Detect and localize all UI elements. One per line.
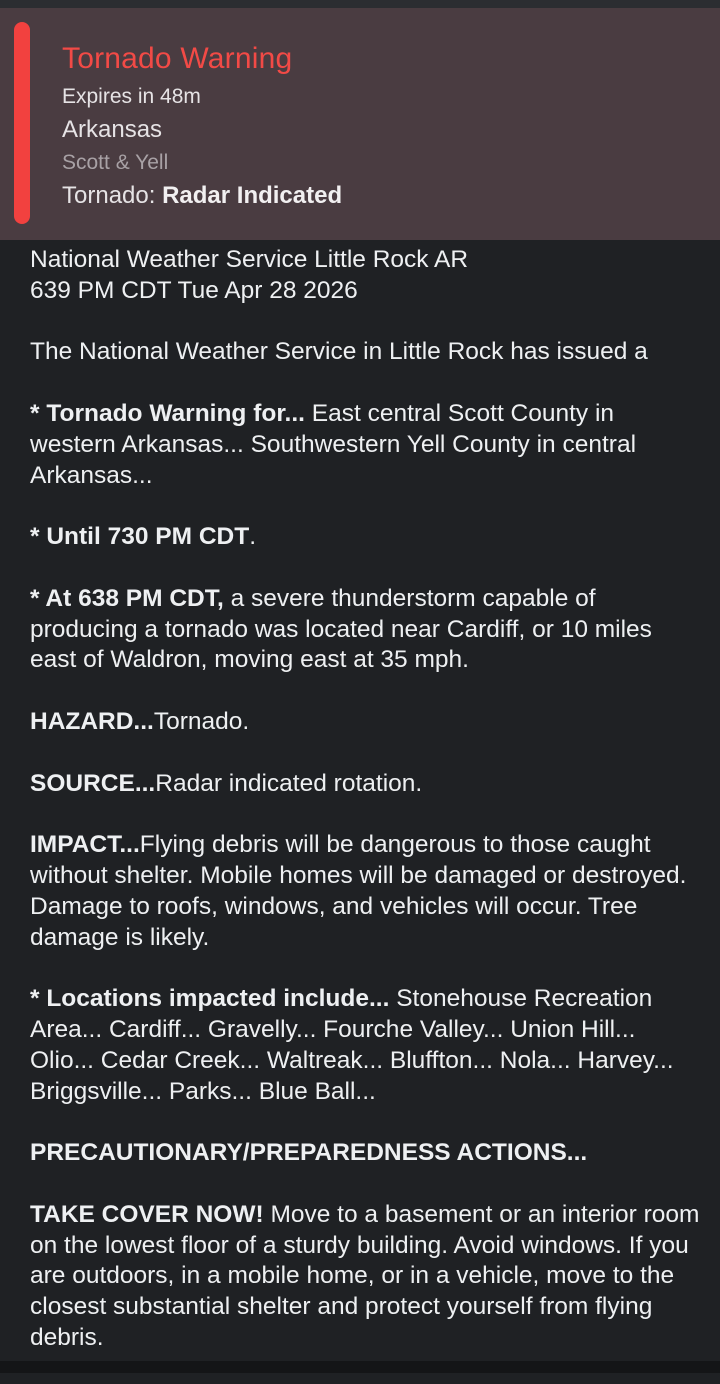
message-until [30,522,700,553]
message-actions-heading [30,1138,700,1169]
alert-state: Arkansas [62,116,163,143]
message-impact [30,830,700,953]
message-issued: 639 PM CDT Tue Apr 28 2026 [30,276,358,304]
alert-title: Tornado Warning [62,42,293,75]
actions-label: PRECAUTIONARY/PREPAREDNESS ACTIONS... [30,1139,588,1167]
until-label: * Until 730 PM CDT [30,523,250,551]
message-header [30,245,700,307]
impact-label: IMPACT... [30,831,140,859]
hazard-label: HAZARD... [30,707,154,735]
impact-text: Flying debris will be dangerous to those caught without shelter. Mobile homes will be damaged or destroyed. Damage to roofs, windows, and vehicles will occur. Tree damage is likely. [30,831,687,951]
take-cover-text: Move to a basement or an interior room on the lowest floor of a sturdy building. Avoid windows. If you are outdoors, in a mobile home, or in a vehicle, move to the closest substantial shelter and protect yourself from flying debris. [30,1200,700,1351]
alert-counties: Scott & Yell [62,151,169,174]
locations-text: Stonehouse Recreation Area... Cardiff... Gravelly... Fourche Valley... Union Hill... Olio... Cedar Creek... Waltreak... Bluffton... Nola... Harvey... Briggsville... Parks... Blue Ball... [30,985,674,1105]
storm-location-text: a severe thunderstorm capable of producing a tornado was located near Cardiff, or 10 miles east of Waldron, moving east at 35 mph. [30,584,652,674]
message-storm-location [30,584,700,676]
source-label: SOURCE... [30,769,156,797]
alert-severity-bar [14,22,30,224]
warning-area-label: * Tornado Warning for... [30,399,305,427]
alert-tag-label: Tornado: [62,182,163,209]
message-intro: The National Weather Service in Little Rock has issued a [30,338,648,366]
warning-area-text: East central Scott County in western Arkansas... Southwestern Yell County in central Arkansas... [30,399,637,489]
bottom-strip [0,1361,720,1373]
locations-label: * Locations impacted include... [30,985,390,1013]
message-warning-area [30,399,700,491]
source-text: Radar indicated rotation. [155,769,423,797]
alert-tag-value: Radar Indicated [162,182,343,209]
message-take-cover [30,1200,700,1354]
message-hazard [30,707,700,738]
message-office: National Weather Service Little Rock AR [30,246,469,273]
status-strip [0,0,720,8]
until-tail: . [249,523,256,551]
message-locations [30,984,700,1107]
take-cover-label: TAKE COVER NOW! [30,1200,264,1228]
warning-message [30,245,700,1384]
message-source [30,769,700,800]
alert-expires: Expires in 48m [62,85,201,108]
alert-card[interactable] [0,8,720,240]
alert-tag [62,179,342,212]
alert-summary [62,42,342,212]
hazard-text: Tornado. [153,707,250,735]
storm-time-label: * At 638 PM CDT, [30,584,224,612]
